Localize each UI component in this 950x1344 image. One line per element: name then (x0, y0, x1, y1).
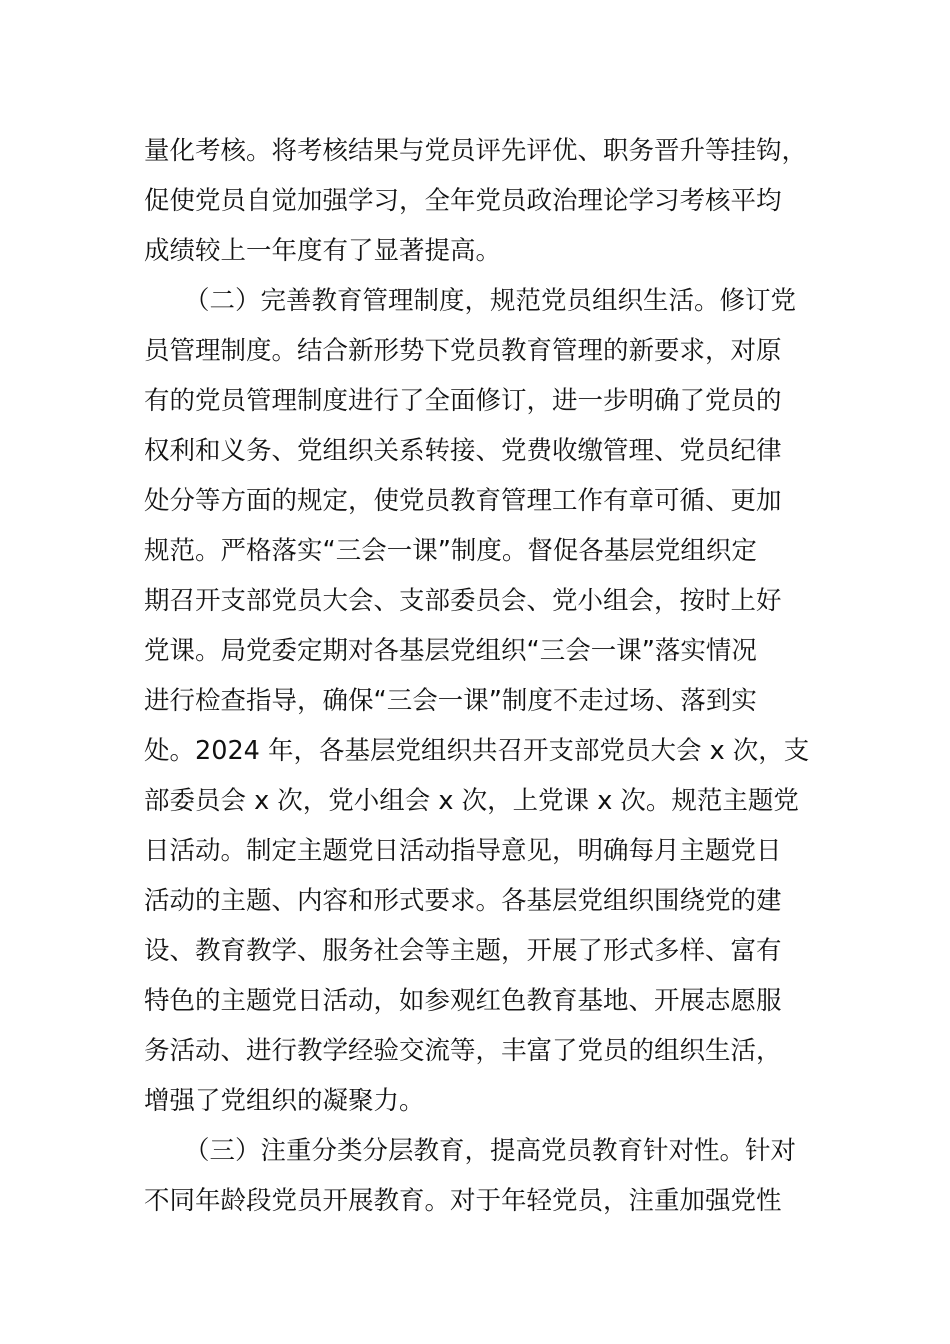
section-heading-line: （三）注重分类分层教育，提高党员教育针对性。针对 (184, 1136, 797, 1166)
text-line: 特色的主题党日活动，如参观红色教育基地、开展志愿服 (144, 986, 782, 1016)
document-body (144, 126, 814, 1226)
text-line: 务活动、进行教学经验交流等，丰富了党员的组织生活， (144, 1036, 782, 1066)
text-line: 权利和义务、党组织关系转接、党费收缴管理、党员纪律 (144, 436, 782, 466)
text-line: 成绩较上一年度有了显著提高。 (144, 236, 502, 266)
text-line: 员管理制度。结合新形势下党员教育管理的新要求，对原 (144, 336, 782, 366)
text-line: 部委员会 x 次，党小组会 x 次，上党课 x 次。规范主题党 (144, 786, 799, 816)
text-line: 量化考核。将考核结果与党员评先评优、职务晋升等挂钩， (144, 136, 808, 166)
text-line: 促使党员自觉加强学习，全年党员政治理论学习考核平均 (144, 186, 782, 216)
text-line: 党课。局党委定期对各基层党组织“三会一课”落实情况 (144, 636, 757, 666)
text-line: 进行检查指导，确保“三会一课”制度不走过场、落到实 (144, 686, 757, 716)
text-line: 日活动。制定主题党日活动指导意见，明确每月主题党日 (144, 836, 782, 866)
text-line: 增强了党组织的凝聚力。 (144, 1086, 425, 1116)
text-line: 规范。严格落实“三会一课”制度。督促各基层党组织定 (144, 536, 757, 566)
text-line: 活动的主题、内容和形式要求。各基层党组织围绕党的建 (144, 886, 782, 916)
text-line: 处分等方面的规定，使党员教育管理工作有章可循、更加 (144, 486, 782, 516)
text-line: 有的党员管理制度进行了全面修订，进一步明确了党员的 (144, 386, 782, 416)
text-line: 设、教育教学、服务社会等主题，开展了形式多样、富有 (144, 936, 782, 966)
text-line: 处。2024 年，各基层党组织共召开支部党员大会 x 次，支 (144, 736, 810, 766)
text-line: 期召开支部党员大会、支部委员会、党小组会，按时上好 (144, 586, 782, 616)
section-heading-line: （二）完善教育管理制度，规范党员组织生活。修订党 (184, 286, 797, 316)
text-line: 不同年龄段党员开展教育。对于年轻党员，注重加强党性 (144, 1186, 782, 1216)
